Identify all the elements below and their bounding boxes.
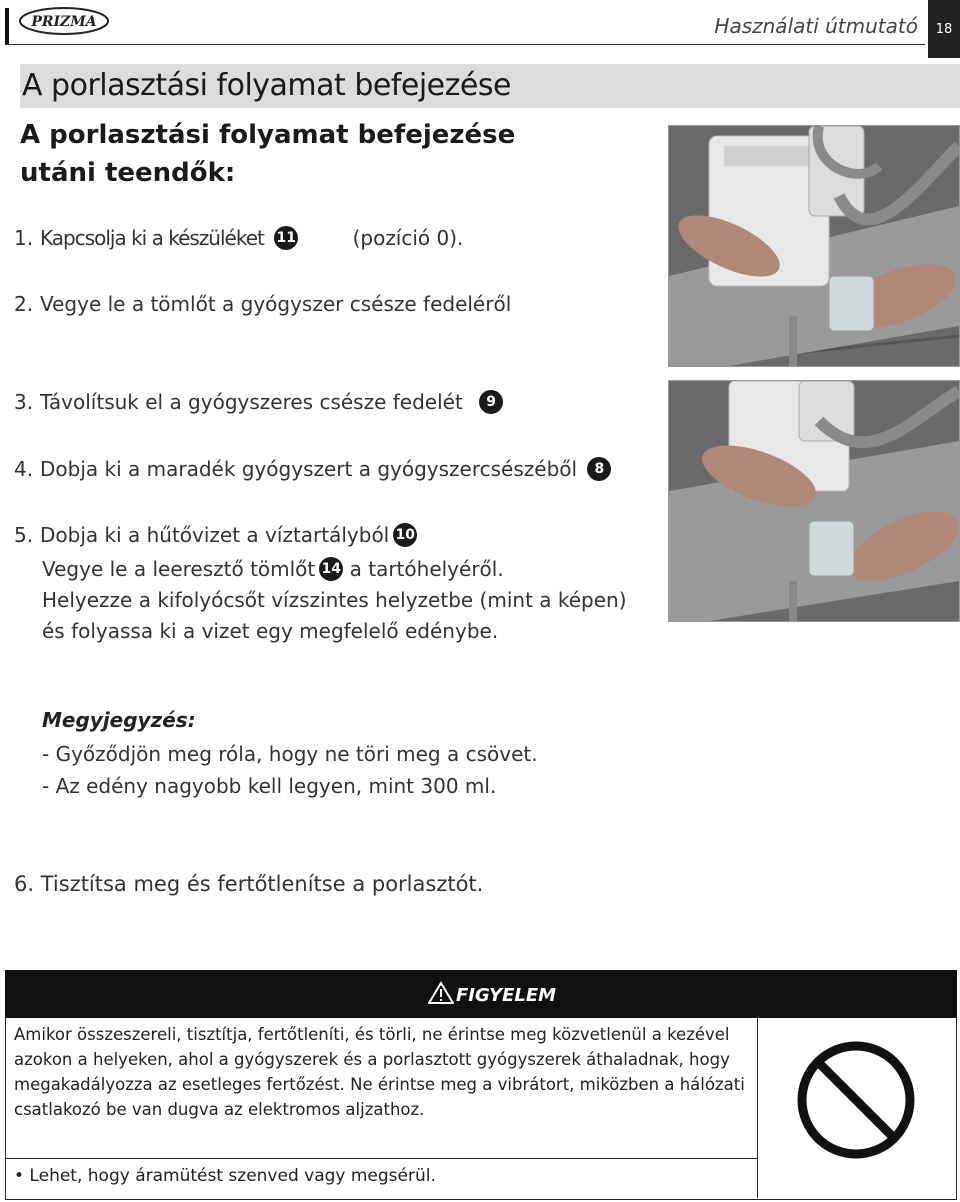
manual-title: Használati útmutató bbox=[714, 14, 918, 38]
step-5-line-4: és folyassa ki a vizet egy megfelelő edénybe. bbox=[42, 619, 499, 643]
photo-drain-water bbox=[668, 380, 960, 622]
step-number: 2. bbox=[14, 292, 34, 316]
step-text: Vegye le a tömlőt a gyógyszer csésze fedeléről bbox=[40, 292, 512, 316]
step-5-text-a: Vegye le a leeresztő tömlőt bbox=[42, 557, 316, 581]
warning-separator bbox=[5, 1158, 757, 1159]
page-number: 18 bbox=[928, 0, 960, 58]
step-number: 3. bbox=[14, 390, 34, 414]
step-5-text-b: a tartóhelyéről. bbox=[349, 557, 504, 581]
prohibition-icon bbox=[796, 1040, 916, 1160]
svg-text:PRIZMA: PRIZMA bbox=[31, 14, 97, 30]
step-1 bbox=[14, 226, 463, 252]
step-text: Távolítsuk el a gyógyszeres csésze fedelét bbox=[40, 390, 463, 414]
part-badge: 11 bbox=[274, 226, 298, 250]
photo-switch-off bbox=[668, 125, 960, 367]
note-line-1: - Győződjön meg róla, hogy ne töri meg a csövet. bbox=[42, 742, 538, 766]
subheading-line-1: A porlasztási folyamat befejezése bbox=[20, 120, 516, 150]
header-divider bbox=[5, 44, 925, 45]
warning-divider bbox=[757, 1018, 758, 1198]
step-number: 1. bbox=[14, 226, 34, 250]
step-2 bbox=[14, 292, 511, 316]
header-left-bar bbox=[5, 8, 9, 44]
step-text: Kapcsolja ki a készüléket bbox=[40, 226, 264, 250]
warning-text: Amikor összeszereli, tisztítja, fertőtleníti, és törli, ne érintse meg közvetlenül a kezével azokon a helyeken, ahol a gyógyszerek és a porlasztott gyógyszerek áthaladnak, hogy megakadályozza az esetleges fertőzést. Ne érintse meg a vibrátort, miközben a hálózati csatlakozó be van dugva az elektromos aljzathoz. bbox=[14, 1025, 745, 1119]
part-badge: 8 bbox=[587, 457, 611, 481]
subheading bbox=[20, 116, 580, 192]
step-6: 6. Tisztítsa meg és fertőtlenítse a porlasztót. bbox=[14, 872, 484, 896]
part-badge: 9 bbox=[479, 390, 503, 414]
prizma-logo bbox=[18, 6, 110, 36]
step-suffix: (pozíció 0). bbox=[352, 226, 464, 250]
section-title: A porlasztási folyamat befejezése bbox=[22, 68, 511, 103]
part-badge: 14 bbox=[319, 557, 343, 581]
step-text: Dobja ki a hűtővizet a víztartályból bbox=[40, 523, 390, 547]
warning-title: FIGYELEM bbox=[456, 985, 557, 1006]
note-heading: Megyjegyzés: bbox=[42, 708, 196, 732]
warning-bullet: • Lehet, hogy áramütést szenved vagy megsérül. bbox=[14, 1166, 436, 1186]
step-5 bbox=[14, 523, 417, 549]
step-number: 4. bbox=[14, 457, 34, 481]
note-line-2: - Az edény nagyobb kell legyen, mint 300 ml. bbox=[42, 774, 497, 798]
part-badge: 10 bbox=[393, 523, 417, 547]
step-number: 5. bbox=[14, 523, 34, 547]
step-5-line-2 bbox=[42, 557, 504, 583]
warning-triangle-icon bbox=[428, 981, 454, 1005]
step-3 bbox=[14, 390, 503, 416]
step-5-line-3: Helyezze a kifolyócsőt vízszintes helyzetbe (mint a képen) bbox=[42, 588, 627, 612]
subheading-line-2: utáni teendők: bbox=[20, 158, 236, 188]
step-4 bbox=[14, 457, 611, 483]
step-text: Dobja ki a maradék gyógyszert a gyógyszercsészéből bbox=[40, 457, 578, 481]
